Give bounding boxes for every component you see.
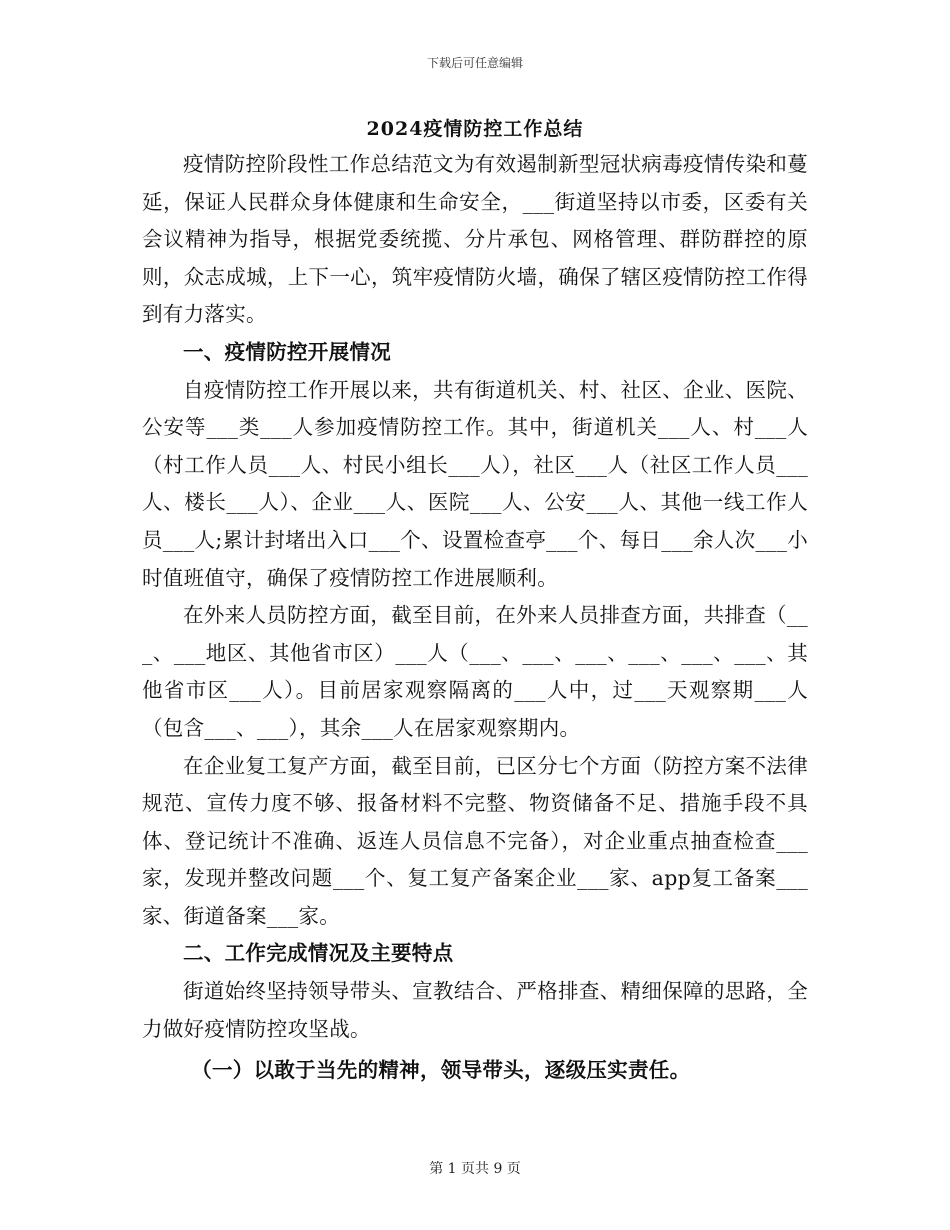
body-paragraph: 在企业复工复产方面，截至目前，已区分七个方面（防控方案不法律规范、宣传力度不够、报备材料不完整、物资储备不足、措施手段不具体、登记统计不准确、返连人员信息不完备），对企业重点抽查检查___家，发现并整改问题___个、复工复产备案企业___家、app复工备案___家、街道备案___家。 [142, 753, 808, 928]
section-heading-1: 一、疫情防控开展情况 [183, 339, 391, 364]
page-footer: 第 1 页共 9 页 [429, 1161, 521, 1177]
intro-paragraph: 疫情防控阶段性工作总结范文为有效遏制新型冠状病毒疫情传染和蔓延，保证人民群众身体健康和生命安全，___街道坚持以市委，区委有关会议精神为指导，根据党委统揽、分片承包、网格管理、群防群控的原则，众志成城，上下一心，筑牢疫情防火墙，确保了辖区疫情防控工作得到有力落实。 [142, 152, 808, 327]
body-paragraph: 在外来人员防控方面，截至目前，在外来人员排查方面，共排查（___、___地区、其他省市区）___人（___、___、___、___、___、___、其他省市区___人）。目前居家观察隔离的___人中，过___天观察期___人（包含___、___），其余___人在居家观察期内。 [142, 603, 808, 740]
header-note: 下载后可任意编辑 [426, 56, 523, 70]
body-paragraph: 自疫情防控工作开展以来，共有街道机关、村、社区、企业、医院、公安等___类___人参加疫情防控工作。其中，街道机关___人、村___人（村工作人员___人、村民小组长___人），社区___人（社区工作人员___人、楼长___人）、企业___人、医院___人、公安___人、其他一线工作人员___人;累计封堵出入口___个、设置检查亭___个、每日___余人次___小时值班值守，确保了疫情防控工作进展顺利。 [142, 377, 808, 590]
document-title: 2024疫情防控工作总结 [366, 118, 584, 140]
body-paragraph: 街道始终坚持领导带头、宣教结合、严格排查、精细保障的思路，全力做好疫情防控攻坚战。 [142, 979, 808, 1041]
subsection-heading-1: （一）以敢于当先的精神，领导带头，逐级压实责任。 [191, 1058, 691, 1083]
section-heading-2: 二、工作完成情况及主要特点 [183, 941, 454, 966]
document-body [142, 146, 808, 1092]
